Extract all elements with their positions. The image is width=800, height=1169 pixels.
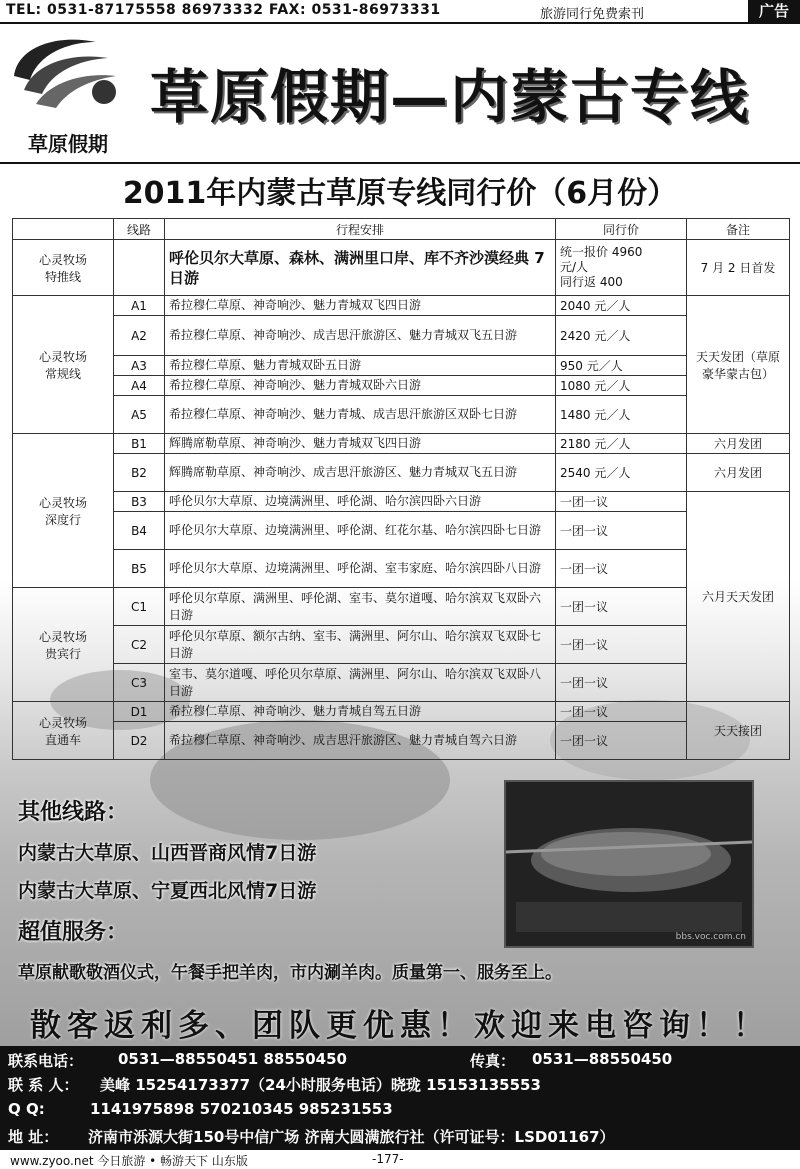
route-code: A2	[114, 316, 165, 356]
route-price: 950 元／人	[556, 356, 687, 376]
route-price: 2540 元／人	[556, 454, 687, 492]
price-list-title: 2011年内蒙古草原专线同行价（6月份）	[122, 176, 678, 211]
table-row	[13, 626, 790, 664]
table-row	[13, 512, 790, 550]
route-price: 一团一议	[556, 664, 687, 702]
route-code: C2	[114, 626, 165, 664]
contact-block	[0, 1046, 800, 1150]
table-row	[13, 702, 790, 722]
table-row	[13, 492, 790, 512]
table-row	[13, 454, 790, 492]
table-row	[13, 356, 790, 376]
other-route-item: 内蒙古大草原、宁夏西北风情7日游	[18, 880, 317, 902]
roast-lamb-photo	[504, 780, 754, 948]
footer-site: www.zyoo.net 今日旅游 • 畅游天下 山东版	[10, 1154, 248, 1168]
col-notes: 备注	[687, 219, 790, 240]
table-row	[13, 316, 790, 356]
route-price: 1480 元／人	[556, 396, 687, 434]
route-code: D2	[114, 722, 165, 760]
person-label: 联 系 人：	[8, 1076, 79, 1094]
table-row	[13, 376, 790, 396]
route-price: 2420 元／人	[556, 316, 687, 356]
header	[0, 24, 800, 164]
other-routes-title: 其他线路：	[18, 800, 129, 825]
table-row	[13, 434, 790, 454]
service-description: 草原献歌敬酒仪式，午餐手把羊肉，市内涮羊肉。质量第一、服务至上。	[18, 963, 562, 983]
route-code: C3	[114, 664, 165, 702]
route-plan: 希拉穆仁草原、神奇响沙、魅力青城、成吉思汗旅游区双卧七日游	[165, 396, 556, 434]
group-special: 心灵牧场 特推线	[13, 240, 114, 296]
route-code: A1	[114, 296, 165, 316]
route-code: B1	[114, 434, 165, 454]
table-row	[13, 722, 790, 760]
top-contact: TEL: 0531-87175558 86973332 FAX: 0531-86973331	[6, 2, 441, 18]
route-plan: 室韦、莫尔道嘎、呼伦贝尔草原、满洲里、阿尔山、哈尔滨双飞双卧八日游	[165, 664, 556, 702]
route-code: B5	[114, 550, 165, 588]
free-index-label: 旅游同行免费索刊	[540, 7, 645, 22]
route-plan: 呼伦贝尔大草原、边境满洲里、呼伦湖、红花尔基、哈尔滨四卧七日游	[165, 512, 556, 550]
route-price: 2180 元／人	[556, 434, 687, 454]
note-bc: 六月天天发团	[687, 492, 790, 702]
route-code: C1	[114, 588, 165, 626]
special-plan: 呼伦贝尔大草原、森林、满洲里口岸、库不齐沙漠经典 7 日游	[165, 240, 556, 296]
route-code: A5	[114, 396, 165, 434]
table-row	[13, 240, 790, 296]
footer	[0, 1152, 800, 1168]
route-plan: 希拉穆仁草原、魅力青城双卧五日游	[165, 356, 556, 376]
fax-value: 0531—88550450	[532, 1050, 673, 1068]
group-d: 心灵牧场 直通车	[13, 702, 114, 760]
table-row	[13, 396, 790, 434]
grassland-logo-icon	[8, 32, 120, 112]
route-code: A3	[114, 356, 165, 376]
qq-label: Q Q:	[8, 1100, 45, 1118]
special-note: 7 月 2 日首发	[687, 240, 790, 296]
page-number: -177-	[372, 1152, 404, 1166]
route-code	[114, 240, 165, 296]
brand-name: 草原假期	[28, 132, 108, 156]
route-plan: 呼伦贝尔草原、满洲里、呼伦湖、室韦、莫尔道嘎、哈尔滨双飞双卧六日游	[165, 588, 556, 626]
col-price: 同行价	[556, 219, 687, 240]
route-price: 一团一议	[556, 702, 687, 722]
route-plan: 辉腾席勒草原、神奇响沙、魅力青城双飞四日游	[165, 434, 556, 454]
route-plan: 呼伦贝尔大草原、边境满洲里、呼伦湖、室韦家庭、哈尔滨四卧八日游	[165, 550, 556, 588]
col-route: 线路	[114, 219, 165, 240]
route-price: 一团一议	[556, 492, 687, 512]
ad-badge: 广告	[748, 0, 800, 22]
table-row	[13, 550, 790, 588]
note-d: 天天接团	[687, 702, 790, 760]
route-price: 一团一议	[556, 550, 687, 588]
route-code: B4	[114, 512, 165, 550]
route-plan: 呼伦贝尔草原、额尔古纳、室韦、满洲里、阿尔山、哈尔滨双飞双卧七日游	[165, 626, 556, 664]
route-code: D1	[114, 702, 165, 722]
photo-watermark: bbs.voc.com.cn	[675, 932, 746, 942]
route-code: B3	[114, 492, 165, 512]
route-plan: 希拉穆仁草原、神奇响沙、魅力青城双飞四日游	[165, 296, 556, 316]
route-plan: 希拉穆仁草原、神奇响沙、魅力青城自驾五日游	[165, 702, 556, 722]
fax-label: 传真：	[470, 1052, 516, 1070]
other-route-item: 内蒙古大草原、山西晋商风情7日游	[18, 842, 317, 864]
col-itinerary: 行程安排	[165, 219, 556, 240]
route-plan: 呼伦贝尔大草原、边境满洲里、呼伦湖、哈尔滨四卧六日游	[165, 492, 556, 512]
main-title: 草原假期—内蒙古专线	[150, 63, 751, 131]
table-row	[13, 664, 790, 702]
col-group	[13, 219, 114, 240]
qq-value: 1141975898 570210345 985231553	[90, 1100, 393, 1118]
address-label: 地 址：	[8, 1128, 59, 1146]
route-price: 一团一议	[556, 588, 687, 626]
note-b1: 六月发团	[687, 434, 790, 454]
route-price: 一团一议	[556, 512, 687, 550]
route-price: 一团一议	[556, 722, 687, 760]
route-price: 一团一议	[556, 626, 687, 664]
note-b2: 六月发团	[687, 454, 790, 492]
group-a: 心灵牧场 常规线	[13, 296, 114, 434]
route-plan: 辉腾席勒草原、神奇响沙、成吉思汗旅游区、魅力青城双飞五日游	[165, 454, 556, 492]
group-c: 心灵牧场 贵宾行	[13, 588, 114, 702]
table-row	[13, 588, 790, 626]
address-value: 济南市泺源大街150号中信广场 济南大圆满旅行社（许可证号：LSD01167）	[88, 1128, 615, 1146]
promo-slogan: 散客返利多、团队更优惠！欢迎来电咨询！！	[30, 1008, 770, 1044]
top-bar	[0, 0, 800, 24]
roast-lamb-icon	[506, 782, 752, 946]
table-row	[13, 296, 790, 316]
route-plan: 希拉穆仁草原、神奇响沙、成吉思汗旅游区、魅力青城双飞五日游	[165, 316, 556, 356]
phone-value: 0531—88550451 88550450	[118, 1050, 347, 1068]
route-code: B2	[114, 454, 165, 492]
group-b: 心灵牧场 深度行	[13, 434, 114, 588]
route-price: 2040 元／人	[556, 296, 687, 316]
person-value: 美峰 15254173377（24小时服务电话）晓珑 15153135553	[100, 1076, 541, 1094]
special-price: 统一报价 4960 元/人 同行返 400	[556, 240, 687, 296]
note-a: 天天发团（草原豪华蒙古包）	[687, 296, 790, 434]
route-code: A4	[114, 376, 165, 396]
phone-label: 联系电话：	[8, 1052, 84, 1070]
table-header-row	[13, 219, 790, 240]
service-title: 超值服务：	[18, 920, 129, 945]
route-plan: 希拉穆仁草原、神奇响沙、成吉思汗旅游区、魅力青城自驾六日游	[165, 722, 556, 760]
route-plan: 希拉穆仁草原、神奇响沙、魅力青城双卧六日游	[165, 376, 556, 396]
route-price-table	[12, 218, 790, 760]
route-price: 1080 元／人	[556, 376, 687, 396]
